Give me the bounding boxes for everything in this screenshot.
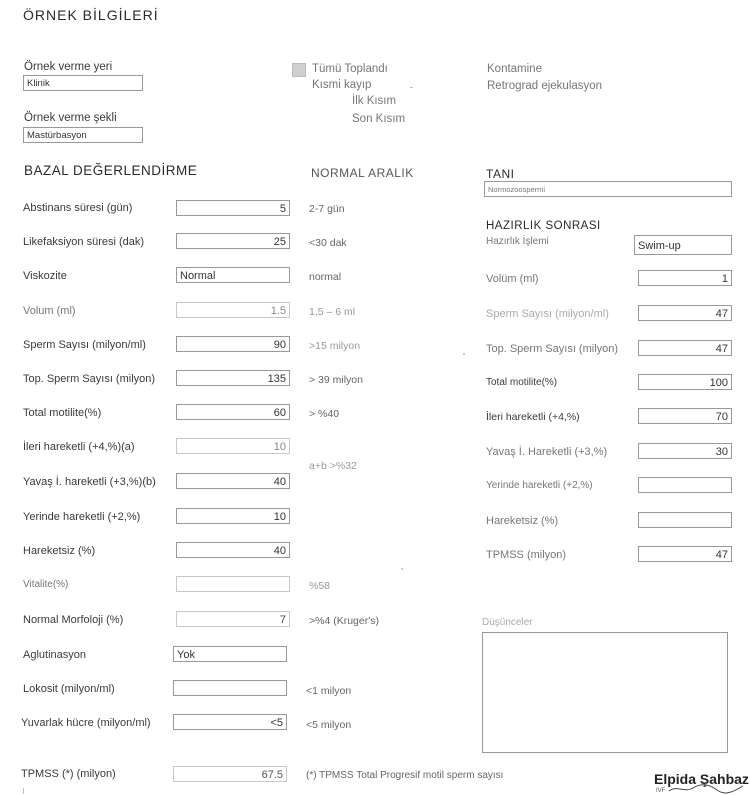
basal-row-value[interactable]: 5: [176, 200, 290, 216]
post-row-label: TPMSS (milyon): [486, 549, 567, 561]
post-row-value[interactable]: 1: [638, 270, 732, 286]
basal-row-normal: a+b >%32: [309, 460, 357, 472]
basal-row-value[interactable]: [173, 680, 287, 696]
basal-row-label: Yavaş İ. hareketli (+3,%)(b): [23, 476, 156, 488]
sample-method-label: Örnek verme şekli: [24, 112, 117, 124]
post-row-value[interactable]: 47: [638, 340, 732, 356]
basal-row-normal: 1,5 – 6 ml: [309, 306, 356, 318]
scan-artifact: [463, 353, 465, 355]
normal-range-title: NORMAL ARALIK: [311, 166, 414, 180]
tpmss-value[interactable]: 67.5: [173, 766, 287, 782]
basal-row-value[interactable]: [176, 576, 290, 592]
basal-row-normal: <30 dak: [309, 237, 347, 249]
basal-row-label: Yuvarlak hücre (milyon/ml): [21, 717, 151, 729]
post-row-value[interactable]: [638, 512, 732, 528]
post-row-label: Total motilite(%): [486, 377, 558, 388]
post-row-label: İleri hareketli (+4,%): [486, 411, 580, 423]
post-row-value[interactable]: 47: [638, 305, 732, 321]
post-row-value[interactable]: 70: [638, 408, 732, 424]
signature-scribble-icon: [667, 781, 747, 795]
basal-row-label: İleri hareketli (+4,%)(a): [23, 441, 135, 453]
basal-row-label: Aglutinasyon: [23, 649, 86, 661]
basal-title: BAZAL DEĞERLENDİRME: [24, 163, 198, 178]
sample-location-label: Örnek verme yeri: [24, 61, 113, 73]
prep-process-label: Hazırlık İşlemi: [486, 236, 549, 247]
stray-mark: [410, 87, 413, 88]
post-row-label: Sperm Sayısı (milyon/ml): [486, 308, 609, 320]
basal-row-normal: normal: [309, 271, 342, 283]
signature-name: Elpida Şahbaz: [654, 771, 749, 787]
basal-row-normal: > %40: [309, 408, 340, 420]
basal-row-value[interactable]: 10: [176, 508, 290, 524]
basal-row-label: Total motilite(%): [23, 407, 102, 419]
sample-info-title: ÖRNEK BİLGİLERİ: [23, 7, 159, 23]
basal-row-normal: %58: [309, 580, 331, 592]
post-row-label: Top. Sperm Sayısı (milyon): [486, 343, 619, 355]
signature-subtitle: IVF: [656, 788, 666, 794]
basal-row-value[interactable]: <5: [173, 714, 287, 730]
post-prep-title: HAZIRLIK SONRASI: [486, 220, 601, 232]
comments-field[interactable]: [482, 632, 728, 753]
basal-row-value[interactable]: 60: [176, 404, 290, 420]
post-row-value[interactable]: [638, 477, 732, 493]
basal-row-value[interactable]: Normal: [176, 267, 290, 283]
basal-row-value[interactable]: 40: [176, 542, 290, 558]
basal-row-normal: > 39 milyon: [309, 374, 363, 386]
basal-row-normal: 2-7 gün: [309, 203, 345, 215]
sample-location-field[interactable]: Klinik: [23, 75, 143, 91]
basal-row-label: Top. Sperm Sayısı (milyon): [23, 373, 156, 385]
basal-row-normal: <1 milyon: [306, 685, 352, 697]
basal-row-label: Viskozite: [23, 270, 67, 282]
diagnosis-field[interactable]: Normozoospermi: [484, 181, 732, 197]
tpmss-label: TPMSS (*) (milyon): [21, 768, 116, 780]
basal-row-label: Sperm Sayısı (milyon/ml): [23, 339, 146, 351]
basal-row-value[interactable]: 7: [176, 611, 290, 627]
retrograde-label: Retrograd ejekulasyon: [487, 80, 603, 92]
post-row-label: Yavaş İ. Hareketli (+3,%): [486, 446, 608, 458]
basal-row-value[interactable]: Yok: [173, 646, 287, 662]
basal-row-value[interactable]: 1.5: [176, 302, 290, 318]
basal-row-normal: <5 milyon: [306, 719, 352, 731]
basal-row-normal: >%4 (Kruger's): [309, 615, 379, 627]
basal-row-label: Normal Morfoloji (%): [23, 614, 124, 626]
basal-row-label: Vitalite(%): [23, 579, 69, 590]
post-row-value[interactable]: 47: [638, 546, 732, 562]
post-row-value[interactable]: 30: [638, 443, 732, 459]
basal-row-value[interactable]: 90: [176, 336, 290, 352]
basal-row-value[interactable]: 10: [176, 438, 290, 454]
basal-row-value[interactable]: 40: [176, 473, 290, 489]
basal-row-normal: >15 milyon: [309, 340, 361, 352]
diagnosis-title: TANI: [486, 167, 515, 181]
prep-process-field[interactable]: Swim-up: [634, 235, 732, 255]
post-row-label: Yerinde hareketli (+2,%): [486, 480, 593, 491]
partial-loss-label: Kısmi kayıp: [312, 79, 372, 91]
comments-label: Düşünceler: [482, 617, 533, 628]
sample-method-field[interactable]: Mastürbasyon: [23, 127, 143, 143]
basal-row-value[interactable]: 25: [176, 233, 290, 249]
post-row-value[interactable]: 100: [638, 374, 732, 390]
collected-all-checkbox[interactable]: [292, 63, 306, 77]
basal-row-value[interactable]: 135: [176, 370, 290, 386]
scan-artifact: [23, 788, 24, 794]
basal-row-label: Yerinde hareketli (+2,%): [23, 511, 141, 523]
tpmss-footnote: (*) TPMSS Total Progresif motil sperm sayısı: [306, 770, 504, 781]
post-row-label: Volüm (ml): [486, 273, 539, 285]
contamination-label: Kontamine: [487, 63, 542, 75]
first-part-label: İlk Kısım: [352, 95, 397, 107]
basal-row-label: Volum (ml): [23, 305, 76, 317]
scan-artifact: [401, 568, 403, 570]
basal-row-label: Likefaksiyon süresi (dak): [23, 236, 145, 248]
basal-row-label: Lokosit (milyon/ml): [23, 683, 115, 695]
basal-row-label: Hareketsiz (%): [23, 545, 96, 557]
post-row-label: Hareketsiz (%): [486, 515, 559, 527]
collected-all-label: Tümü Toplandı: [312, 63, 388, 75]
basal-row-label: Abstinans süresi (gün): [23, 202, 133, 214]
last-part-label: Son Kısım: [352, 113, 406, 125]
